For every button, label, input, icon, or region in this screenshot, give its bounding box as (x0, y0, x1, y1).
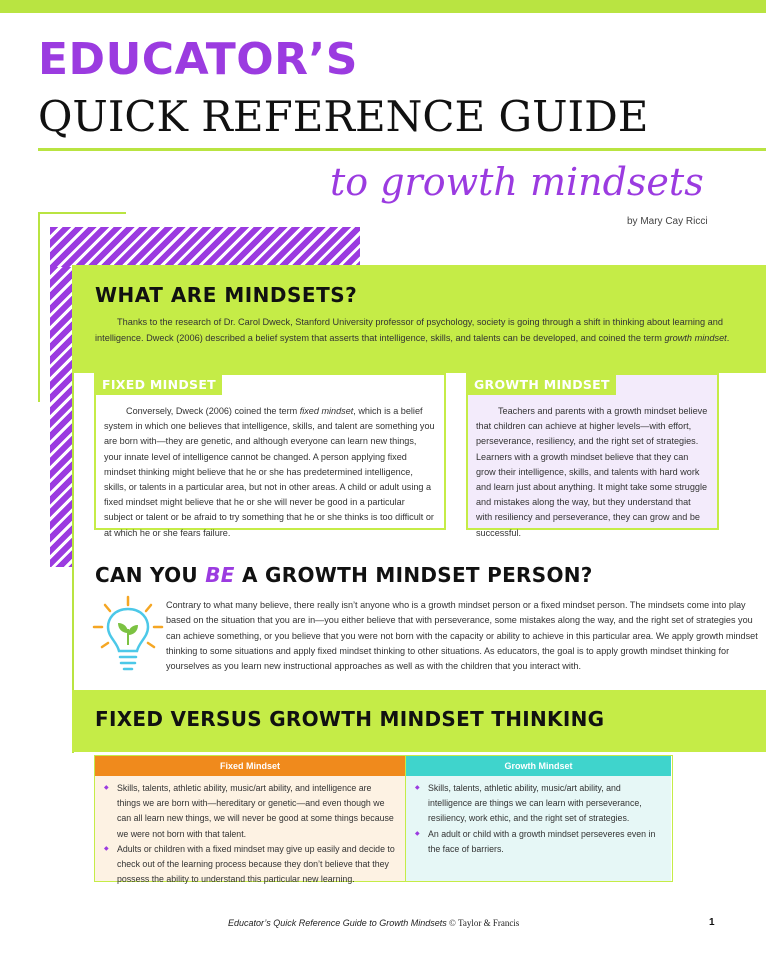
growth-column (406, 756, 671, 881)
list-item: ◆ An adult or child with a growth mindset perseveres even in the face of barriers. (428, 827, 663, 857)
list-item: ◆ Skills, talents, athletic ability, music/art ability, and intelligence are things we are born with—hereditary or genetic—and even though we can all learn new things, we will never be good at some things because we were not born with that talent. (117, 781, 397, 842)
page-number: 1 (709, 917, 715, 928)
author-byline: by Mary Cay Ricci (627, 216, 708, 227)
fixed-mindset-text: Conversely, Dweck (2006) coined the term fixed mindset, which is a belief system in which one believes that intelligence, skills, and talent are something you are born with—they are genetic, and although everyone can learn new things, your innate level of intelligence cannot be changed. A person applying fixed mindset thinking might believe that he or she has predetermined intelligence, skills, or talents in a particular area, but not in other areas. A child or adult using a fixed mindset might believe that he or she will never be good in a particular subject or talent or be afraid to try something that he or she thinks is too difficult or at which he or she fears failure. (104, 406, 435, 538)
decorative-hatch (50, 267, 72, 567)
section-heading-mindsets: WHAT ARE MINDSETS? (95, 283, 358, 307)
title-line2: QUICK REFERENCE GUIDE (38, 92, 649, 141)
growth-column-header: Growth Mindset (406, 756, 671, 776)
decorative-line (38, 212, 126, 214)
top-accent-bar (0, 0, 766, 13)
fixed-column (95, 756, 406, 885)
decorative-hatch (50, 227, 360, 267)
growth-mindset-card (466, 373, 719, 538)
section-heading-be: CAN YOU BE A GROWTH MINDSET PERSON? (95, 563, 593, 587)
growth-list (406, 776, 671, 857)
fixed-column-header: Fixed Mindset (95, 756, 405, 776)
decorative-line (38, 212, 40, 402)
list-item: ◆ Adults or children with a fixed mindset may give up easily and decide to check out of the learning process because they don’t believe that they possess the ability to understand this particular new learning. (117, 842, 397, 888)
section-heading-comparison: FIXED VERSUS GROWTH MINDSET THINKING (95, 707, 605, 731)
fixed-mindset-label: FIXED MINDSET (96, 375, 222, 395)
be-paragraph: Contrary to what many believe, there really isn’t anyone who is a growth mindset person or a fixed mindset person. The mindsets come into play based on the situation that you are in—you either believe that with perseverance, some mistakes along the way, and the right set of strategies you can achieve something, or you believe that you were not born with the capacity or ability to achieve in this particular area. We apply growth mindset thinking to some situations and apply fixed mindset thinking to other situations. As educators, the goal is to apply growth mindset thinking for yourselves as you learn new instructional approaches as well as with the children that you interact with. (166, 600, 758, 672)
footer-citation: Educator’s Quick Reference Guide to Growth Mindsets © Taylor & Francis (228, 918, 520, 928)
fixed-list (95, 776, 405, 887)
growth-mindset-label: GROWTH MINDSET (468, 375, 616, 395)
title-line1: EDUCATOR’S (38, 34, 358, 85)
title-divider (38, 148, 766, 151)
lightbulb-icon (90, 595, 166, 677)
subtitle: to growth mindsets (330, 160, 704, 204)
intro-paragraph: Thanks to the research of Dr. Carol Dweck, Stanford University professor of psychology, society is going through a shift in thinking about learning and intelligence. Dweck (2006) described a belief system that asserts that intelligence, skills, and talents can be developed, and coined the term growth mindset. (95, 317, 730, 343)
growth-mindset-text: Teachers and parents with a growth mindset believe that children can achieve at higher levels—with effort, perseverance, resiliency, and the right set of strategies. Learners with a growth mindset believe that they can grow their intelligence, skills, and talents with hard work and learn just about anything. It might take some struggle and mistakes along the way, but they understand that with resiliency and perseverance, they can grow and be successful. (476, 406, 708, 538)
list-item: ◆ Skills, talents, athletic ability, music/art ability, and intelligence are things we can learn with perseverance, resiliency, work ethic, and the right set of strategies. (428, 781, 663, 827)
comparison-table (94, 755, 673, 885)
fixed-mindset-card (94, 373, 446, 538)
